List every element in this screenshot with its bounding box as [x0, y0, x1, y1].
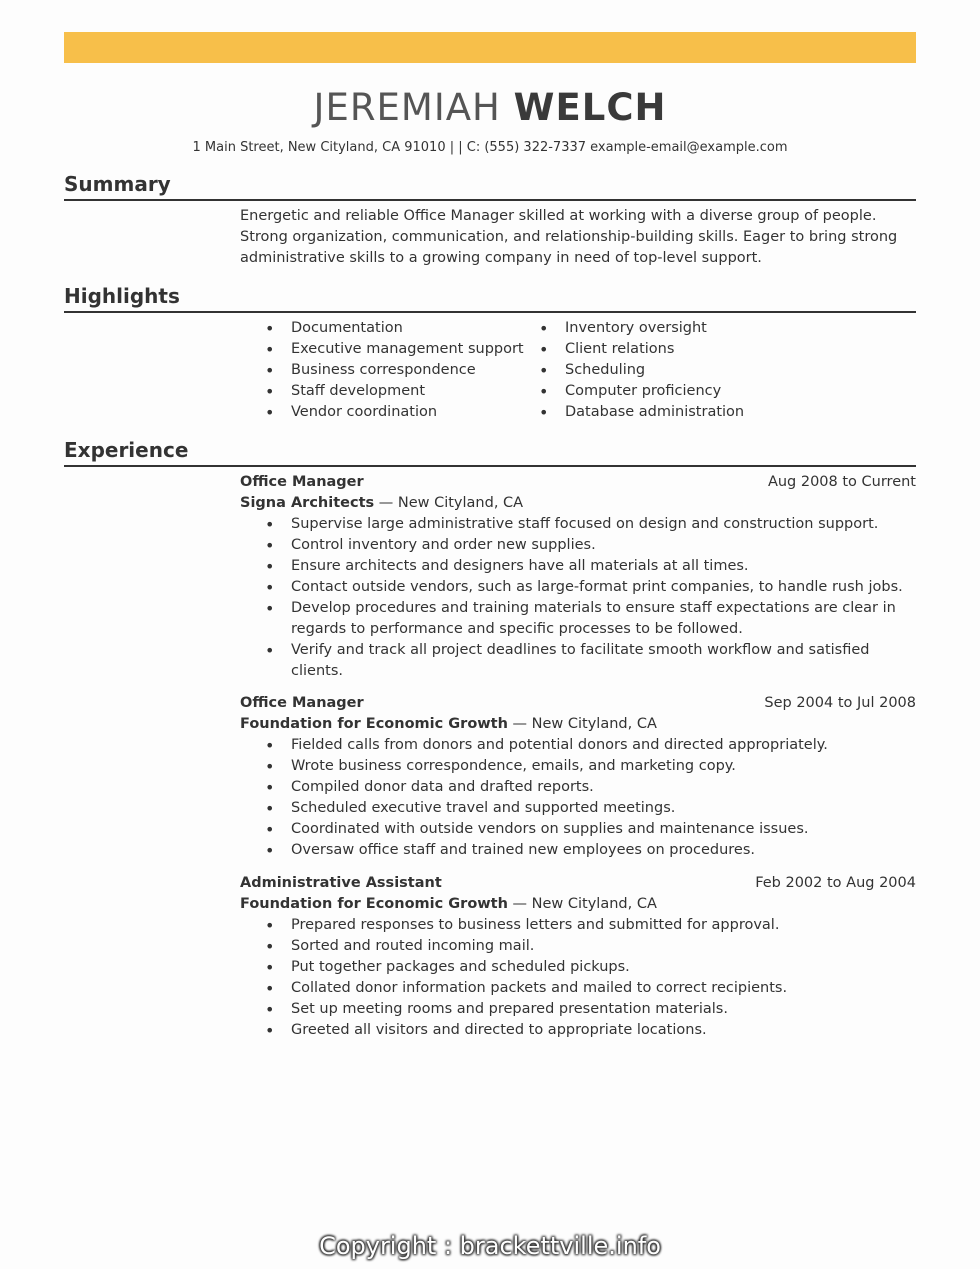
- highlights-left-list: [265, 318, 524, 423]
- company-name: Foundation for Economic Growth: [240, 716, 508, 732]
- job-duties: [240, 514, 916, 682]
- list-item: • Business correspondence: [265, 360, 524, 381]
- list-item: • Ensure architects and designers have all materials at all times.: [265, 556, 916, 577]
- job-dates: Sep 2004 to Jul 2008: [764, 695, 916, 711]
- list-item: • Develop procedures and training materials to ensure staff expectations are clear in regards to performance and specific processes to be followed.: [265, 598, 916, 640]
- highlights-right-list: [539, 318, 744, 423]
- highlights-heading: Highlights: [64, 284, 916, 313]
- job-entry: [240, 873, 916, 1041]
- list-item: • Documentation: [265, 318, 524, 339]
- copyright-watermark: Copyright : brackettville.info: [319, 1232, 661, 1260]
- last-name: WELCH: [513, 86, 667, 129]
- experience-heading: Experience: [64, 438, 916, 467]
- summary-text: Energetic and reliable Office Manager skilled at working with a diverse group of people. Strong organization, communication, and relationship-building skills. Eager to bring strong administrative skills to a growing company in need of top-level support.: [240, 208, 898, 266]
- job-dates: Aug 2008 to Current: [767, 474, 916, 490]
- company-name: Foundation for Economic Growth: [240, 896, 508, 912]
- list-item: • Contact outside vendors, such as large-format print companies, to handle rush jobs.: [265, 577, 916, 598]
- first-name: JEREMIAH: [313, 86, 501, 129]
- list-item: • Executive management support: [265, 339, 524, 360]
- list-item: • Put together packages and scheduled pickups.: [265, 957, 916, 978]
- list-item: • Oversaw office staff and trained new employees on procedures.: [265, 840, 916, 861]
- job-location: — New Cityland, CA: [507, 896, 657, 912]
- job-title: Office Manager: [240, 474, 364, 490]
- list-item: • Set up meeting rooms and prepared presentation materials.: [265, 999, 916, 1020]
- list-item: • Collated donor information packets and mailed to correct recipients.: [265, 978, 916, 999]
- list-item: • Wrote business correspondence, emails, and marketing copy.: [265, 756, 916, 777]
- list-item: • Greeted all visitors and directed to appropriate locations.: [265, 1020, 916, 1041]
- list-item: • Verify and track all project deadlines to facilitate smooth workflow and satisfied clients.: [265, 640, 916, 682]
- contact-line: 1 Main Street, New Cityland, CA 91010 | | C: (555) 322-7337 example-email@example.com: [192, 140, 788, 155]
- summary-heading: Summary: [64, 172, 916, 201]
- list-item: • Coordinated with outside vendors on supplies and maintenance issues.: [265, 819, 916, 840]
- list-item: • Prepared responses to business letters and submitted for approval.: [265, 915, 916, 936]
- job-entry: [240, 693, 916, 861]
- list-item: • Client relations: [539, 339, 744, 360]
- job-location: — New Cityland, CA: [374, 495, 524, 511]
- list-item: • Inventory oversight: [539, 318, 744, 339]
- list-item: • Supervise large administrative staff focused on design and construction support.: [265, 514, 916, 535]
- list-item: • Compiled donor data and drafted reports.: [265, 777, 916, 798]
- job-duties: [240, 735, 916, 861]
- job-location: — New Cityland, CA: [507, 716, 657, 732]
- list-item: • Database administration: [539, 402, 744, 423]
- job-title: Administrative Assistant: [240, 875, 442, 891]
- list-item: • Staff development: [265, 381, 524, 402]
- company-name: Signa Architects: [240, 495, 375, 511]
- list-item: • Scheduling: [539, 360, 744, 381]
- list-item: • Scheduled executive travel and supported meetings.: [265, 798, 916, 819]
- list-item: • Fielded calls from donors and potential donors and directed appropriately.: [265, 735, 916, 756]
- list-item: • Vendor coordination: [265, 402, 524, 423]
- job-title: Office Manager: [240, 695, 364, 711]
- list-item: • Control inventory and order new supplies.: [265, 535, 916, 556]
- job-dates: Feb 2002 to Aug 2004: [755, 875, 916, 891]
- accent-bar: [64, 32, 916, 63]
- list-item: • Computer proficiency: [539, 381, 744, 402]
- list-item: • Sorted and routed incoming mail.: [265, 936, 916, 957]
- candidate-name: [0, 86, 980, 129]
- job-entry: [240, 472, 916, 682]
- job-duties: [240, 915, 916, 1041]
